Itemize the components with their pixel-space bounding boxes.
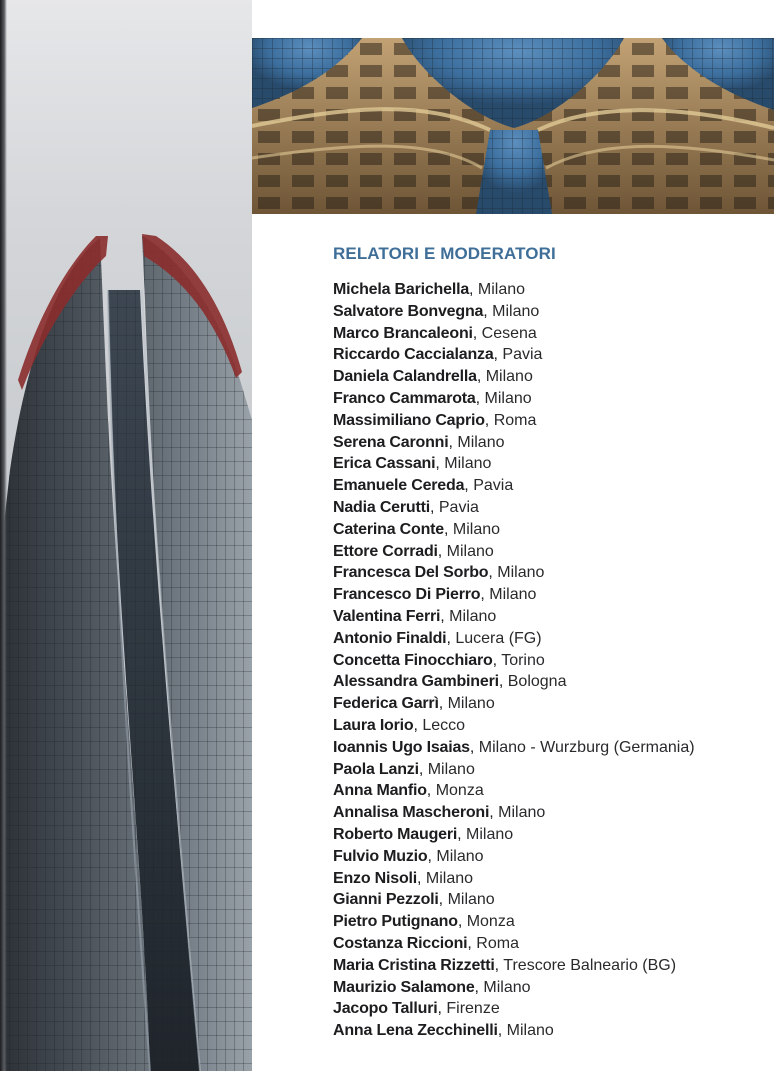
speaker-separator: , bbox=[484, 411, 494, 429]
speaker-city: Milano bbox=[506, 1022, 554, 1040]
speaker-separator: , bbox=[435, 455, 445, 473]
speaker-item bbox=[333, 802, 763, 824]
speaker-city: Milano bbox=[477, 281, 526, 298]
speaker-item bbox=[333, 410, 763, 432]
speaker-item bbox=[333, 780, 763, 802]
speaker-name: Jacopo Talluri bbox=[333, 1000, 438, 1018]
speaker-name: Francesca Del Sorbo bbox=[333, 564, 489, 582]
speaker-separator: , bbox=[437, 1000, 447, 1018]
speaker-separator: , bbox=[488, 564, 498, 582]
speaker-city: Milano bbox=[489, 586, 537, 604]
speaker-name: Concetta Finocchiaro bbox=[333, 651, 493, 669]
speaker-separator: , bbox=[480, 586, 490, 604]
speaker-item bbox=[333, 344, 763, 366]
dome-illustration bbox=[252, 38, 774, 214]
speaker-city: Cesena bbox=[481, 324, 537, 342]
speaker-item bbox=[333, 998, 763, 1020]
speaker-item bbox=[333, 759, 763, 781]
speaker-separator: , bbox=[469, 281, 478, 298]
speaker-item bbox=[333, 606, 763, 628]
speaker-item bbox=[333, 715, 763, 737]
speaker-city: Monza bbox=[435, 782, 484, 800]
speaker-item bbox=[333, 541, 763, 563]
speaker-item bbox=[333, 279, 763, 301]
speaker-item bbox=[333, 671, 763, 693]
speaker-name: Valentina Ferri bbox=[333, 607, 441, 625]
speaker-separator: , bbox=[440, 607, 450, 625]
speaker-city: Milano bbox=[446, 542, 494, 560]
speaker-name: Roberto Maugeri bbox=[333, 825, 458, 843]
speaker-city: Pavia bbox=[502, 346, 543, 364]
speaker-item bbox=[333, 824, 763, 846]
speaker-item bbox=[333, 519, 763, 541]
speaker-name: Pietro Putignano bbox=[333, 913, 458, 931]
speaker-separator: , bbox=[475, 389, 485, 407]
speaker-separator: , bbox=[497, 1022, 507, 1040]
speaker-item bbox=[333, 366, 763, 388]
speaker-separator: , bbox=[489, 804, 499, 822]
speaker-name: Anna Manfio bbox=[333, 782, 427, 800]
speaker-item bbox=[333, 650, 763, 672]
speaker-separator: , bbox=[418, 760, 428, 778]
speaker-separator: , bbox=[426, 782, 436, 800]
speaker-separator: , bbox=[464, 477, 474, 495]
speaker-separator: , bbox=[446, 629, 456, 647]
speaker-city: Milano bbox=[484, 389, 532, 407]
speaker-item bbox=[333, 323, 763, 345]
speaker-item bbox=[333, 1020, 763, 1042]
speaker-city: Milano bbox=[436, 847, 484, 865]
speaker-separator: , bbox=[476, 368, 486, 386]
speaker-separator: , bbox=[429, 498, 439, 516]
speaker-item bbox=[333, 955, 763, 977]
speaker-name: Emanuele Cereda bbox=[333, 477, 465, 495]
speaker-name: Franco Cammarota bbox=[333, 389, 476, 407]
speaker-city: Pavia bbox=[438, 498, 479, 516]
speaker-separator: , bbox=[494, 956, 504, 974]
speaker-city: Roma bbox=[476, 934, 519, 952]
speaker-item bbox=[333, 933, 763, 955]
speaker-city: Milano bbox=[498, 804, 546, 822]
speaker-city: Trescore Balneario (BG) bbox=[503, 956, 677, 974]
speaker-item bbox=[333, 388, 763, 410]
speaker-separator: , bbox=[469, 738, 479, 756]
speaker-name: Enzo Nisoli bbox=[333, 869, 418, 887]
speaker-name: Laura Iorio bbox=[333, 716, 414, 734]
speaker-item bbox=[333, 453, 763, 475]
speaker-separator: , bbox=[437, 542, 447, 560]
speakers-section bbox=[333, 243, 763, 1042]
speaker-city: Milano - Wurzburg (Germania) bbox=[478, 738, 695, 756]
speaker-name: Alessandra Gambineri bbox=[333, 673, 499, 691]
speaker-separator: , bbox=[472, 324, 482, 342]
skyscraper-illustration bbox=[0, 0, 252, 1071]
speaker-city: Lecco bbox=[422, 716, 466, 734]
speaker-name: Erica Cassani bbox=[333, 455, 436, 473]
speaker-item bbox=[333, 868, 763, 890]
speaker-city: Monza bbox=[466, 913, 515, 931]
speaker-separator: , bbox=[444, 520, 453, 538]
speaker-name: Annalisa Mascheroni bbox=[333, 804, 490, 822]
speaker-city: Milano bbox=[447, 891, 495, 909]
speaker-name: Antonio Finaldi bbox=[333, 629, 447, 647]
speaker-separator: , bbox=[448, 433, 458, 451]
section-title: RELATORI E MODERATORI bbox=[333, 244, 556, 263]
speaker-city: Torino bbox=[501, 651, 545, 669]
speaker-name: Maurizio Salamone bbox=[333, 978, 475, 996]
speaker-city: Milano bbox=[497, 564, 545, 582]
speaker-separator: , bbox=[493, 346, 503, 364]
speaker-item bbox=[333, 737, 763, 759]
speaker-city: Lucera (FG) bbox=[455, 629, 542, 647]
speaker-city: Milano bbox=[492, 302, 540, 320]
speaker-name: Michela Barichella bbox=[333, 281, 470, 298]
speaker-name: Ioannis Ugo Isaias bbox=[333, 738, 470, 756]
speaker-city: Milano bbox=[425, 869, 474, 887]
speaker-city: Milano bbox=[457, 433, 505, 451]
speaker-city: Milano bbox=[466, 825, 514, 843]
speaker-separator: , bbox=[427, 847, 437, 865]
speaker-name: Anna Lena Zecchinelli bbox=[333, 1022, 498, 1040]
speaker-item bbox=[333, 497, 763, 519]
speaker-separator: , bbox=[438, 695, 448, 713]
speaker-city: Milano bbox=[427, 760, 475, 778]
speaker-list bbox=[333, 279, 763, 1042]
speaker-name: Caterina Conte bbox=[333, 520, 444, 538]
speaker-separator: , bbox=[457, 825, 467, 843]
speaker-item bbox=[333, 301, 763, 323]
speaker-city: Milano bbox=[452, 520, 501, 538]
speaker-separator: , bbox=[417, 869, 426, 887]
speaker-name: Serena Caronni bbox=[333, 433, 449, 451]
speaker-name: Daniela Calandrella bbox=[333, 368, 477, 386]
speaker-name: Federica Garrì bbox=[333, 695, 439, 713]
speaker-item bbox=[333, 628, 763, 650]
speaker-separator: , bbox=[438, 891, 448, 909]
speaker-city: Firenze bbox=[446, 1000, 500, 1018]
speaker-city: Milano bbox=[483, 978, 531, 996]
speaker-name: Nadia Cerutti bbox=[333, 498, 430, 516]
speaker-name: Ettore Corradi bbox=[333, 542, 438, 560]
speaker-name: Gianni Pezzoli bbox=[333, 891, 439, 909]
speaker-city: Pavia bbox=[473, 477, 514, 495]
speaker-name: Salvatore Bonvegna bbox=[333, 302, 484, 320]
speaker-city: Roma bbox=[493, 411, 537, 429]
speaker-city: Bologna bbox=[507, 673, 567, 691]
speaker-city: Milano bbox=[447, 695, 495, 713]
speaker-separator: , bbox=[467, 934, 477, 952]
speaker-separator: , bbox=[474, 978, 484, 996]
speaker-item bbox=[333, 889, 763, 911]
speaker-name: Maria Cristina Rizzetti bbox=[333, 956, 495, 974]
speaker-item bbox=[333, 977, 763, 999]
speaker-name: Fulvio Muzio bbox=[333, 847, 428, 865]
speaker-item bbox=[333, 562, 763, 584]
speaker-city: Milano bbox=[485, 368, 533, 386]
speaker-separator: , bbox=[498, 673, 508, 691]
speaker-city: Milano bbox=[444, 455, 492, 473]
speaker-item bbox=[333, 432, 763, 454]
speaker-name: Marco Brancaleoni bbox=[333, 324, 473, 342]
speaker-item bbox=[333, 475, 763, 497]
speaker-name: Riccardo Caccialanza bbox=[333, 346, 494, 364]
speaker-item bbox=[333, 911, 763, 933]
speaker-separator: , bbox=[457, 913, 467, 931]
speaker-separator: , bbox=[483, 302, 493, 320]
skyscraper-photo bbox=[0, 0, 252, 1071]
speaker-name: Paola Lanzi bbox=[333, 760, 419, 778]
speaker-name: Costanza Riccioni bbox=[333, 934, 468, 952]
speaker-name: Massimiliano Caprio bbox=[333, 411, 485, 429]
speaker-item bbox=[333, 846, 763, 868]
speaker-city: Milano bbox=[449, 607, 497, 625]
speaker-item bbox=[333, 584, 763, 606]
speaker-separator: , bbox=[413, 716, 423, 734]
speaker-item bbox=[333, 693, 763, 715]
gallery-dome-photo bbox=[252, 38, 774, 214]
speaker-separator: , bbox=[492, 651, 502, 669]
speaker-name: Francesco Di Pierro bbox=[333, 586, 481, 604]
